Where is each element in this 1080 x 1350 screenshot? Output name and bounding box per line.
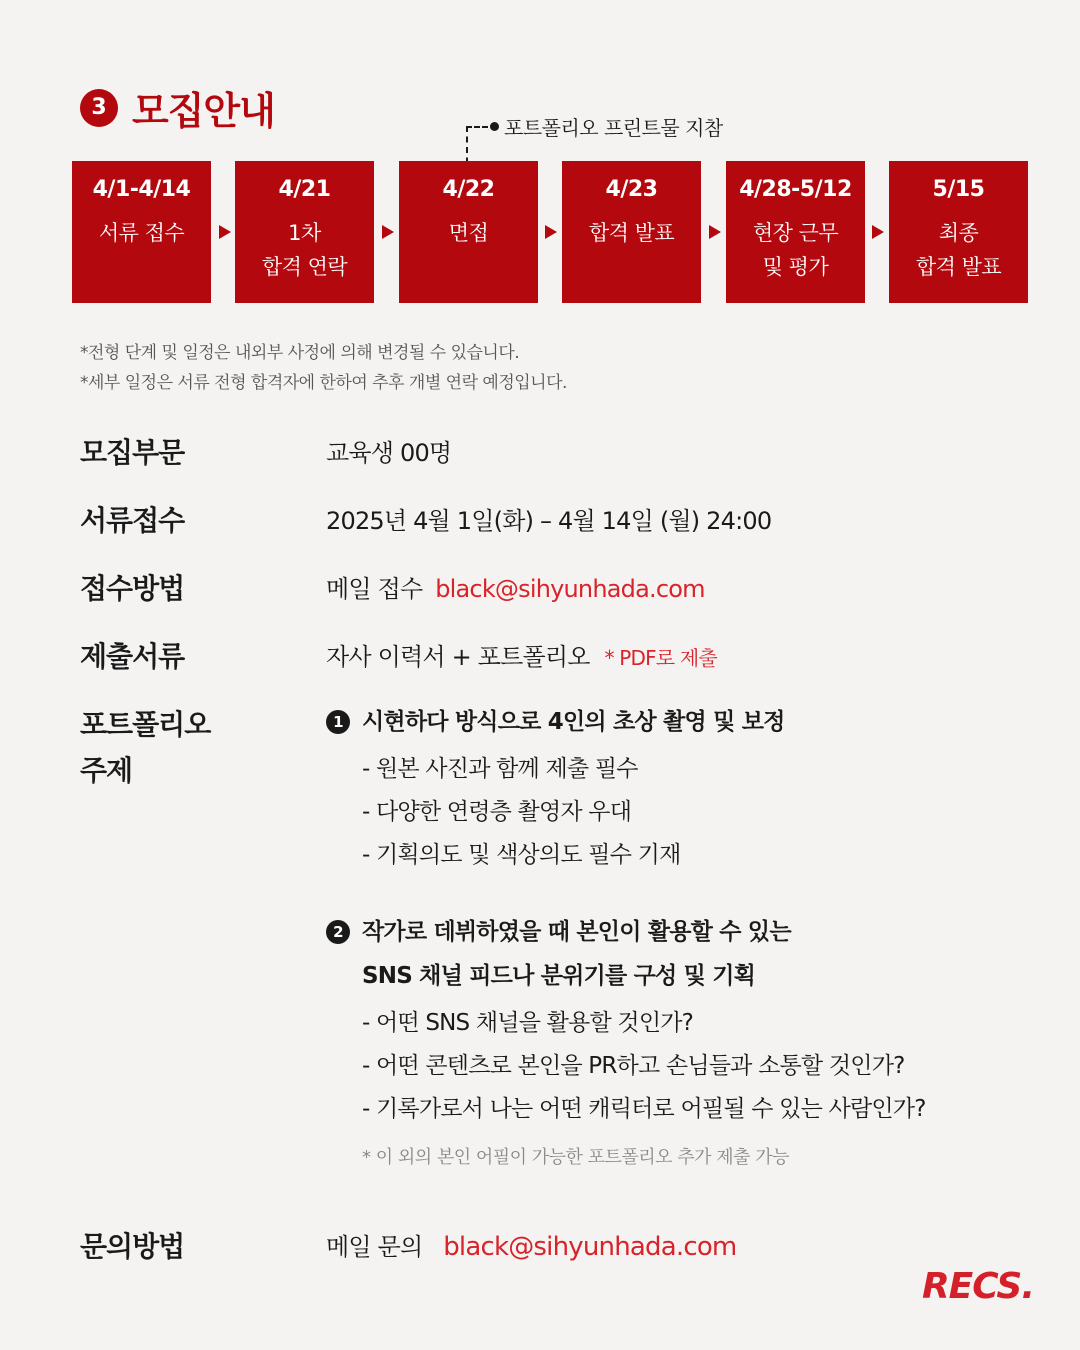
portfolio-topic-1-items bbox=[362, 748, 681, 877]
step-box bbox=[235, 161, 374, 303]
step-box bbox=[562, 161, 701, 303]
step-box bbox=[889, 161, 1028, 303]
arrow-right-icon bbox=[709, 225, 721, 239]
row-label: 접수방법 bbox=[80, 572, 185, 605]
step-label: 최종 합격 발표 bbox=[915, 221, 1002, 279]
list-item: - 기획의도 및 색상의도 필수 기재 bbox=[362, 842, 681, 868]
arrow-right-icon bbox=[382, 225, 394, 239]
row-value bbox=[326, 634, 717, 681]
step-date: 4/1-4/14 bbox=[92, 177, 191, 202]
arrow-right-icon bbox=[545, 225, 557, 239]
step-label: 서류 접수 bbox=[98, 221, 185, 245]
dashed-connector-horizontal bbox=[466, 126, 488, 128]
schedule-note: *전형 단계 및 일정은 내외부 사정에 의해 변경될 수 있습니다. bbox=[80, 343, 520, 363]
email-link[interactable]: black@sihyunhada.com bbox=[443, 1232, 737, 1262]
list-item: - 기록가로서 나는 어떤 캐릭터로 어필될 수 있는 사람인가? bbox=[362, 1096, 926, 1122]
brand-logo: RECS. bbox=[921, 1266, 1034, 1307]
list-item: - 원본 사진과 함께 제출 필수 bbox=[362, 756, 638, 782]
portfolio-topic-1-title: 1 시현하다 방식으로 4인의 초상 촬영 및 보정 bbox=[326, 700, 785, 744]
row-label: 모집부문 bbox=[80, 436, 185, 469]
schedule-steps bbox=[72, 161, 1028, 303]
list-item: - 다양한 연령층 촬영자 우대 bbox=[362, 799, 632, 825]
schedule-note: *세부 일정은 서류 전형 합격자에 한하여 추후 개별 연락 예정입니다. bbox=[80, 373, 567, 393]
row-value bbox=[326, 1224, 736, 1270]
topic-number-badge: 1 bbox=[326, 710, 350, 734]
section-title-text: 모집안내 bbox=[132, 89, 275, 133]
arrow-right-icon bbox=[219, 225, 231, 239]
portfolio-topic-2-items bbox=[362, 1002, 926, 1131]
schedule-notes bbox=[80, 338, 567, 398]
method-prefix: 메일 접수 bbox=[326, 575, 423, 603]
arrow-right-icon bbox=[872, 225, 884, 239]
step-date: 4/28-5/12 bbox=[739, 177, 852, 202]
portfolio-topic-2-title: 2 작가로 데뷔하였을 때 본인이 활용할 수 있는 SNS 채널 피드나 분위기를 구성 및 기획 bbox=[326, 910, 791, 998]
bullet-dot-icon bbox=[490, 122, 499, 131]
step-label: 1차 합격 연락 bbox=[261, 221, 348, 279]
row-label: 문의방법 bbox=[80, 1230, 185, 1263]
portfolio-extra-note: * 이 외의 본인 어필이 가능한 포트폴리오 추가 제출 가능 bbox=[362, 1147, 790, 1168]
topic-number-badge: 2 bbox=[326, 920, 350, 944]
pdf-note: * PDF로 제출 bbox=[604, 646, 717, 670]
timeline-note-text: 포트폴리오 프린트물 지참 bbox=[504, 116, 723, 140]
documents-value: 자사 이력서 + 포트폴리오 bbox=[326, 643, 590, 671]
step-box bbox=[399, 161, 538, 303]
step-label: 현장 근무 및 평가 bbox=[752, 221, 839, 279]
row-value bbox=[326, 566, 705, 612]
list-item: - 어떤 SNS 채널을 활용할 것인가? bbox=[362, 1010, 694, 1036]
list-item: - 어떤 콘텐츠로 본인을 PR하고 손님들과 소통할 것인가? bbox=[362, 1053, 905, 1079]
section-number-badge: 3 bbox=[80, 89, 118, 127]
row-label: 포트폴리오 주제 bbox=[80, 708, 211, 787]
email-link[interactable]: black@sihyunhada.com bbox=[435, 575, 705, 603]
row-value: 2025년 4월 1일(화) – 4월 14일 (월) 24:00 bbox=[326, 507, 772, 535]
step-box bbox=[726, 161, 865, 303]
step-label: 면접 bbox=[448, 221, 489, 245]
step-box bbox=[72, 161, 211, 303]
step-date: 5/15 bbox=[932, 177, 985, 202]
row-value: 교육생 00명 bbox=[326, 439, 452, 467]
step-label: 합격 발표 bbox=[588, 221, 675, 245]
contact-prefix: 메일 문의 bbox=[326, 1233, 423, 1261]
row-label: 서류접수 bbox=[80, 504, 185, 537]
section-title bbox=[80, 80, 275, 135]
step-date: 4/23 bbox=[605, 177, 658, 202]
step-date: 4/22 bbox=[442, 177, 495, 202]
row-label: 제출서류 bbox=[80, 640, 185, 673]
step-date: 4/21 bbox=[278, 177, 331, 202]
